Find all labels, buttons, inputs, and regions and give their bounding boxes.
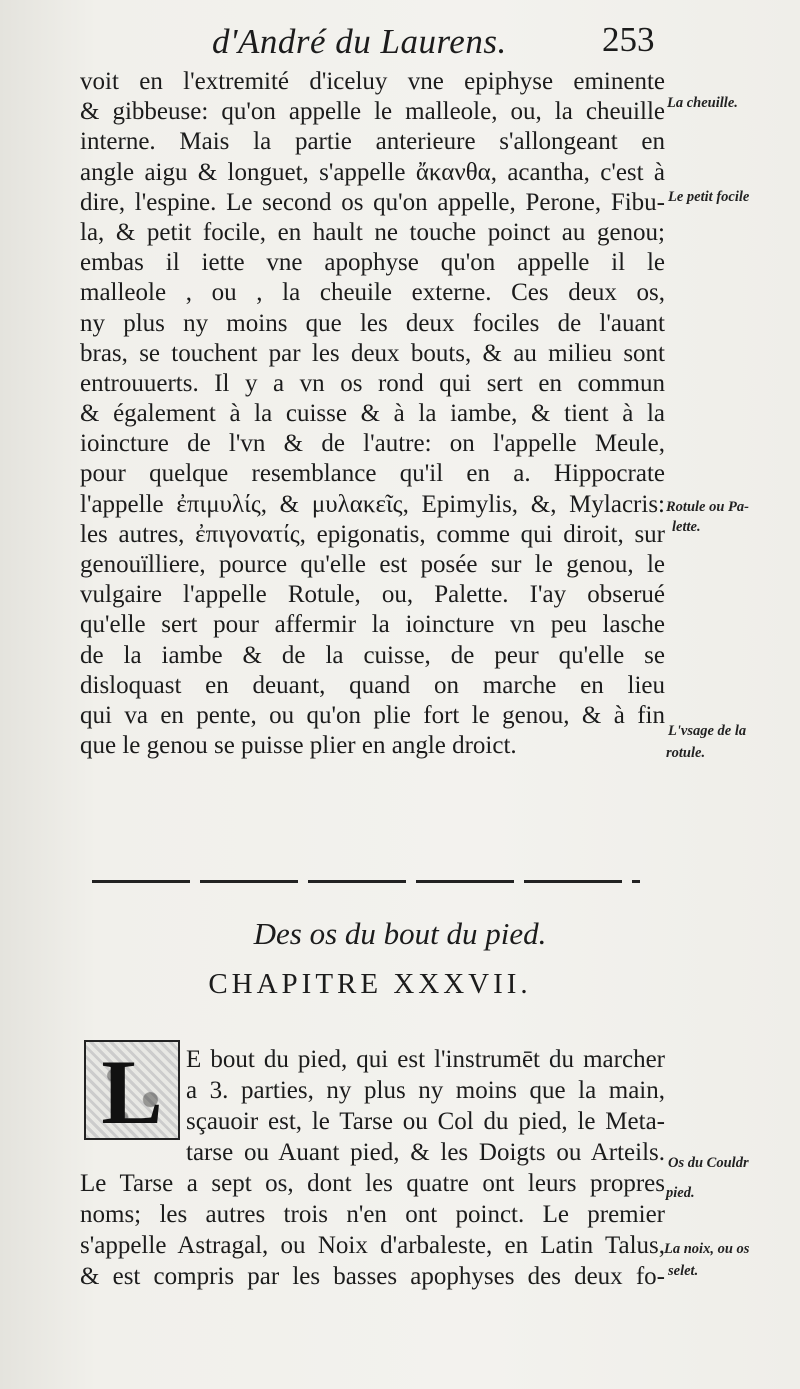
margin-note-couldre: Os du Couldr: [668, 1155, 749, 1171]
body-text: [80, 67, 665, 761]
text-line: qu'elle sert pour affermir la ioincture vn peu lasche: [80, 611, 665, 639]
text-line: malleole , ou , la cheuile externe. Ces deux os,: [80, 279, 665, 307]
text-line: bras, se touchent par les deux bouts, & au milieu sont: [80, 339, 665, 367]
margin-note-usage-cont: rotule.: [666, 745, 706, 761]
text-line: ny plus ny moins que les deux fociles de l'auant: [80, 309, 665, 337]
text-line: la, & petit focile, en hault ne touche poinct au genou;: [80, 218, 665, 246]
section-divider: [92, 880, 640, 883]
running-head: d'André du Laurens.: [212, 22, 507, 61]
text-line: interne. Mais la partie anterieure s'allongeant en: [80, 128, 665, 156]
text-line: voit en l'extremité d'iceluy vne epiphyse eminente: [80, 68, 665, 95]
text-line: noms; les autres trois n'en ont poinct. Le premier: [80, 1201, 665, 1228]
text-line: a 3. parties, ny plus ny moins que la main,: [186, 1077, 665, 1104]
chapter-number: CHAPITRE XXXVII.: [208, 968, 532, 1000]
text-line: pour quelque resemblance qu'il en a. Hippocrate: [80, 460, 665, 488]
text-line: embas il iette vne apophyse qu'on appelle il le: [80, 249, 665, 277]
text-line: angle aigu & longuet, s'appelle ἄκανθα, acantha, c'est à: [80, 158, 665, 186]
text-line: genouïlliere, pource qu'elle est posée sur le genou, le: [80, 551, 665, 578]
text-line: E bout du pied, qui est l'instrumēt du marcher: [186, 1046, 665, 1073]
margin-note-noix-cont: selet.: [668, 1263, 699, 1279]
margin-note-cheuille: La cheuille.: [667, 95, 738, 111]
page-number: 253: [602, 20, 655, 59]
text-line: sçauoir est, le Tarse ou Col du pied, le Meta-: [186, 1108, 665, 1135]
text-line: s'appelle Astragal, ou Noix d'arbaleste, en Latin Talus,: [80, 1232, 665, 1259]
text-line: l'appelle ἐπιμυλίς, & μυλακεῖς, Epimylis, &, Mylacris:: [80, 490, 665, 518]
text-line: vulgaire l'appelle Rotule, ou, Palette. I'ay obserué: [80, 581, 665, 609]
drop-cap-letter: L: [101, 1041, 163, 1143]
chapter-title: Des os du bout du pied.: [253, 916, 547, 951]
margin-note-rotule-cont: lette.: [672, 519, 701, 535]
text-line: & également à la cuisse & à la iambe, & tient à la: [80, 400, 665, 428]
page-header: [0, 18, 800, 70]
text-line: que le genou se puisse plier en angle droict.: [80, 732, 517, 760]
text-line: entrouuerts. Il y a vn os rond qui sert en commun: [80, 369, 665, 397]
margin-note-noix: La noix, ou os: [664, 1241, 750, 1257]
text-line: dire, l'espine. Le second os qu'on appelle, Perone, Fibu-: [80, 188, 665, 216]
text-line: qui va en pente, ou qu'on plie fort le genou, & à fin: [80, 701, 665, 729]
margin-note-petit-focile: Le petit focile: [668, 189, 750, 205]
text-line: & gibbeuse: qu'on appelle le malleole, ou, la cheuille: [80, 98, 665, 126]
text-line: & est compris par les basses apophyses des deux fo-: [80, 1263, 665, 1290]
text-line: les autres, ἐπιγονατίς, epigonatis, comme qui diroit, sur: [80, 520, 665, 548]
text-line: ioincture de l'vn & de l'autre: on l'appelle Meule,: [80, 430, 665, 458]
chapter-body-text: [80, 1041, 665, 1292]
text-line: disloquast en deuant, quand on marche en lieu: [80, 671, 665, 699]
margin-note-usage: L'vsage de la: [668, 723, 747, 739]
text-line: tarse ou Auant pied, & les Doigts ou Arteils.: [186, 1139, 665, 1166]
margin-note-rotule: Rotule ou Pa-: [666, 499, 749, 515]
text-line: Le Tarse a sept os, dont les quatre ont leurs propres: [80, 1170, 665, 1197]
margin-note-pied: pied.: [666, 1185, 695, 1201]
text-line: de la iambe & de la cuisse, de peur qu'elle se: [80, 641, 665, 669]
